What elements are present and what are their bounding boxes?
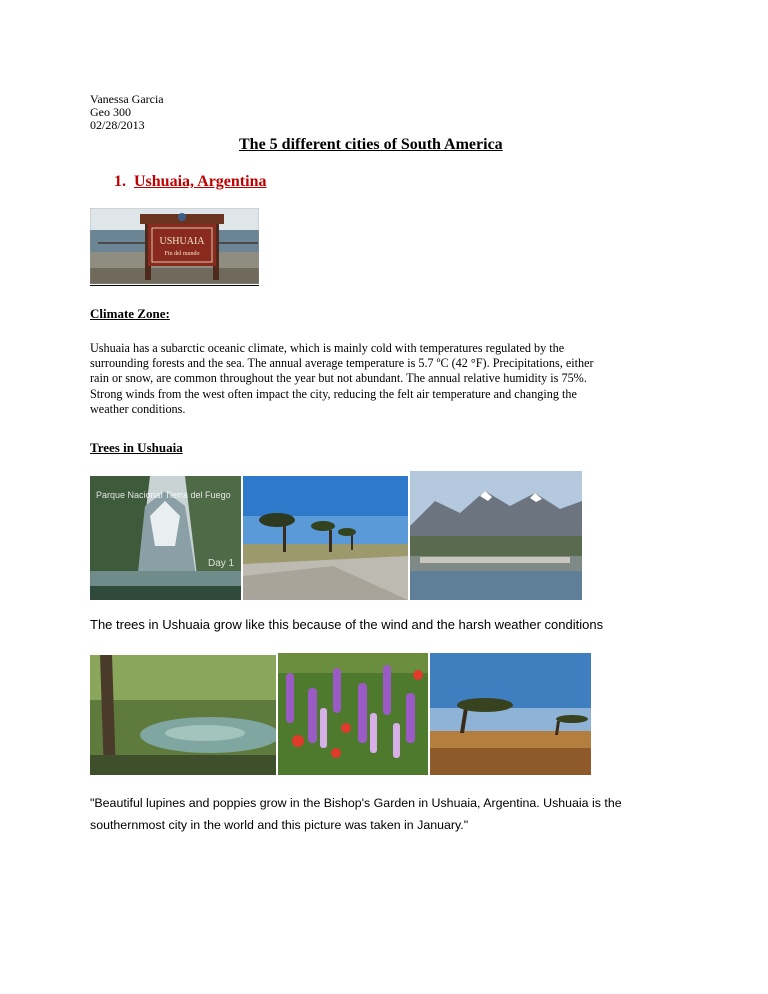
climate-line: Strong winds from the west often impact the city, reducing the felt air temperature and changing the xyxy=(90,386,577,401)
climate-line: surrounding forests and the sea. The annual average temperature is 5.7 ºC (42 °F). Precipitations, either xyxy=(90,356,594,371)
sign-text: USHUAIA xyxy=(159,236,205,247)
city-number: 1. xyxy=(114,173,126,190)
climate-paragraph xyxy=(90,341,670,417)
windswept-trees-road-photo xyxy=(243,476,408,600)
quote-line: southernmost city in the world and this picture was taken in January." xyxy=(90,818,469,832)
park-sign-text: Parque Nacional Tierra del Fuego xyxy=(96,490,231,500)
lupines-photo xyxy=(278,653,428,775)
climate-line: Ushuaia has a subarctic oceanic climate, which is mainly cold with temperatures regulated by the xyxy=(90,341,565,355)
city-name: Ushuaia, Argentina xyxy=(134,173,267,190)
quote-line: "Beautiful lupines and poppies grow in the Bishop's Garden in Ushuaia, Argentina. Ushuaia is the xyxy=(90,796,622,810)
page-title: The 5 different cities of South America xyxy=(239,136,503,153)
trees-heading: Trees in Ushuaia xyxy=(90,440,183,455)
forest-river-photo xyxy=(90,655,276,775)
author-name: Vanessa Garcia xyxy=(90,92,164,106)
document-date: 02/28/2013 xyxy=(90,118,145,132)
park-sign-tag: Day 1 xyxy=(208,558,235,569)
ushuaia-harbor-photo xyxy=(410,471,582,600)
climate-line: weather conditions. xyxy=(90,401,186,416)
trees-caption: The trees in Ushuaia grow like this because of the wind and the harsh weather conditions xyxy=(90,617,604,632)
photo-underline xyxy=(90,285,259,286)
windswept-tree-photo xyxy=(430,653,591,775)
course-code: Geo 300 xyxy=(90,105,131,119)
ushuaia-sign-photo xyxy=(90,208,259,284)
climate-heading: Climate Zone: xyxy=(90,306,170,321)
city-heading xyxy=(114,173,266,191)
sign-subtext: Fin del mundo xyxy=(164,251,200,257)
climate-line: rain or snow, are common throughout the year but not abundant. The annual relative humidity is 75%. xyxy=(90,371,587,386)
national-park-photo xyxy=(90,476,241,600)
lupines-quote xyxy=(90,792,622,836)
